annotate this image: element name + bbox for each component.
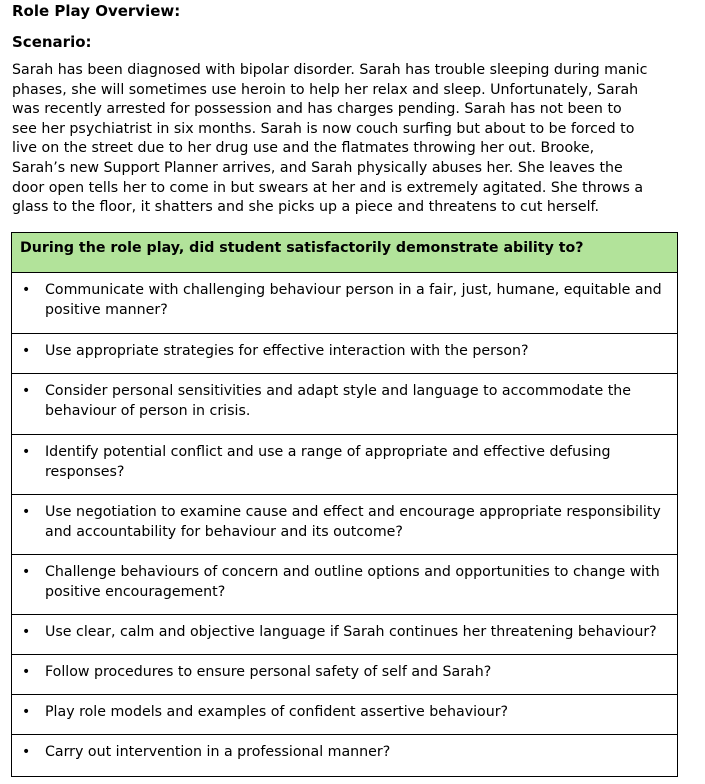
table-row [12,435,678,495]
scenario-paragraph [12,61,698,218]
scenario-line: glass to the floor, it shatters and she picks up a piece and threatens to cut herself. [12,199,600,216]
criterion-item [12,735,677,762]
criterion-text: Carry out intervention in a professional manner? [45,744,391,760]
table-cell [12,495,678,555]
criterion-item [12,334,677,361]
criterion-text: behaviour of person in crisis. [45,403,251,419]
bullet-icon: • [22,744,31,760]
criterion-item [12,435,677,482]
table-row [12,655,678,695]
bullet-icon: • [22,564,31,580]
bullet-icon: • [22,624,31,640]
table-cell [12,273,678,334]
table-row [12,735,678,777]
table-row [12,695,678,735]
criterion-item [12,374,677,421]
table-cell [12,655,678,695]
bullet-icon: • [22,704,31,720]
bullet-icon: • [22,504,31,520]
scenario-line: phases, she will sometimes use heroin to help her relax and sleep. Unfortunately, Sarah [12,81,639,98]
bullet-icon: • [22,664,31,680]
scenario-line: was recently arrested for possession and has charges pending. Sarah has not been to [12,101,622,118]
table-row [12,334,678,374]
table-row [12,374,678,435]
scenario-heading: Scenario: [12,33,92,51]
criterion-item [12,695,677,722]
criterion-item [12,273,677,320]
scenario-line: door open tells her to come in but swears at her and is extremely agitated. She throws a [12,179,644,196]
criterion-text: Communicate with challenging behaviour person in a fair, just, humane, equitable and [45,282,662,298]
table-cell [12,435,678,495]
table-row [12,495,678,555]
scenario-line: live on the street due to her drug use and the flatmates throwing her out. Brooke, [12,140,595,157]
bullet-icon: • [22,444,31,460]
criterion-text: Use clear, calm and objective language if Sarah continues her threatening behaviour? [45,624,657,640]
table-cell [12,695,678,735]
table-row [12,273,678,334]
assessment-table [11,232,678,777]
criterion-text: Play role models and examples of confident assertive behaviour? [45,704,509,720]
bullet-icon: • [22,282,31,298]
criterion-text: positive encouragement? [45,584,226,600]
bullet-icon: • [22,383,31,399]
table-row [12,555,678,615]
criterion-item [12,495,677,542]
criterion-text: positive manner? [45,302,168,318]
criterion-text: and accountability for behaviour and its outcome? [45,524,403,540]
scenario-line: Sarah has been diagnosed with bipolar disorder. Sarah has trouble sleeping during manic [12,62,648,78]
scenario-line: see her psychiatrist in six months. Sarah is now couch surfing but about to be forced to [12,120,635,137]
table-row [12,615,678,655]
criterion-item [12,615,677,642]
table-cell [12,555,678,615]
criterion-text: responses? [45,464,125,480]
criterion-text: Identify potential conflict and use a range of appropriate and effective defusing [45,444,611,460]
criterion-text: Consider personal sensitivities and adapt style and language to accommodate the [45,383,631,399]
bullet-icon: • [22,343,31,359]
table-cell [12,374,678,435]
criterion-item [12,555,677,602]
criterion-item [12,655,677,682]
criterion-text: Challenge behaviours of concern and outline options and opportunities to change with [45,564,660,580]
table-header-row [12,233,678,273]
table-cell [12,735,678,777]
criterion-text: Use negotiation to examine cause and effect and encourage appropriate responsibility [45,504,661,520]
criterion-text: Use appropriate strategies for effective interaction with the person? [45,343,529,359]
scenario-line: Sarah’s new Support Planner arrives, and Sarah physically abuses her. She leaves the [12,159,623,176]
page-title: Role Play Overview: [12,2,181,20]
table-cell [12,334,678,374]
table-cell [12,615,678,655]
table-header: During the role play, did student satisfactorily demonstrate ability to? [12,233,678,273]
criterion-text: Follow procedures to ensure personal safety of self and Sarah? [45,664,492,680]
